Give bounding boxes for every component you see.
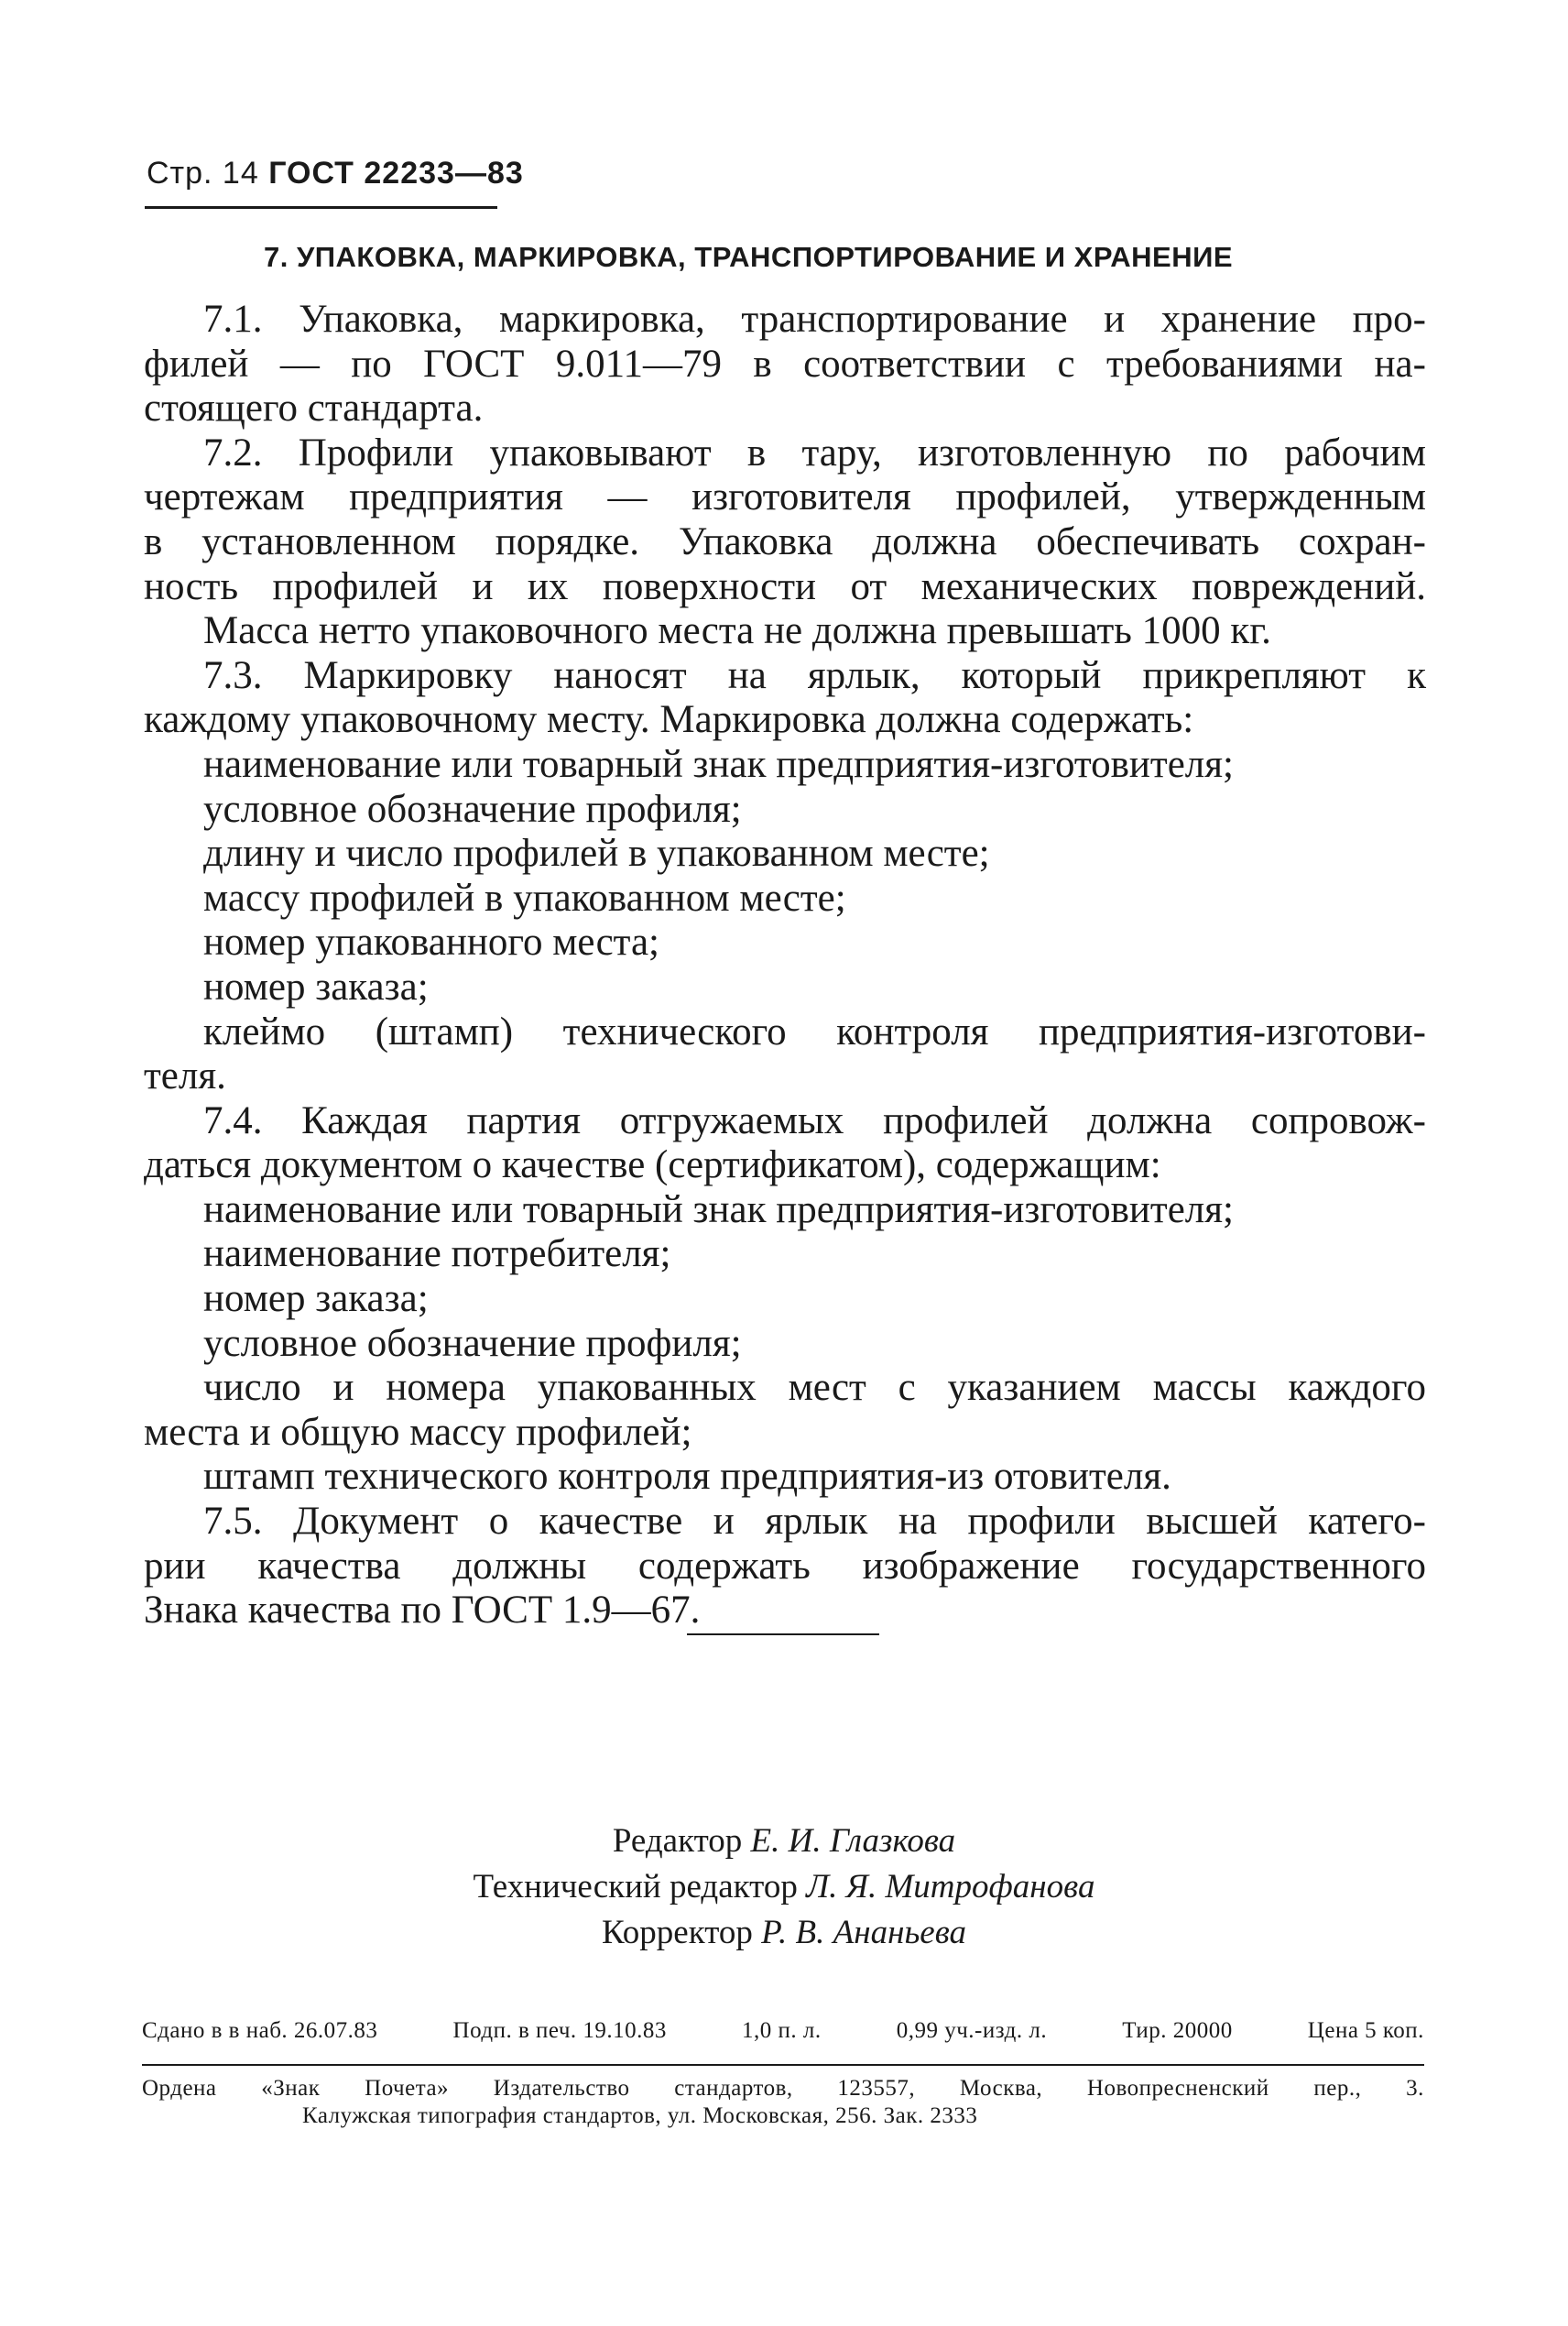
word: предприятия-изготови- [1039, 1010, 1426, 1054]
text-line: номер заказа; [203, 1277, 429, 1321]
word: их [527, 564, 569, 608]
word: который [961, 653, 1102, 697]
word: государственного [1131, 1544, 1426, 1588]
word: номера [386, 1366, 506, 1410]
credit-corrector [0, 1910, 1568, 1956]
text-line [144, 431, 1426, 476]
text-line: условное обозначение профиля; [203, 787, 742, 831]
word: транспортирование [741, 298, 1068, 341]
word: профилей [272, 564, 438, 608]
word: с [1057, 342, 1075, 386]
publisher-block [142, 2075, 1424, 2130]
word: 7.3. [203, 653, 263, 697]
word: — [607, 475, 648, 519]
imprint-signed: Подп. в печ. 19.10.83 [452, 2018, 667, 2043]
word: изготовителя [691, 475, 911, 519]
word: должна [872, 519, 997, 563]
word: поверхности [602, 564, 816, 608]
word: порядке. [495, 519, 640, 563]
text-line: наименование или товарный знак предприятия-изготовителя; [203, 1187, 1234, 1231]
word: рабочим [1284, 431, 1426, 475]
text-line: наименование потребителя; [203, 1232, 671, 1276]
word: клеймо [203, 1010, 326, 1054]
page-header [147, 156, 524, 191]
word: обеспечивать [1036, 519, 1260, 563]
word: механических [920, 564, 1158, 608]
text-line [144, 1500, 1426, 1545]
text-line: теля. [144, 1054, 226, 1098]
word: сопровож- [1250, 1098, 1426, 1142]
text-line: условное обозначение профиля; [203, 1321, 742, 1365]
word: на- [1374, 342, 1426, 386]
word: Ордена [142, 2076, 217, 2101]
word: Упаковка [678, 519, 833, 563]
imprint-submitted: Сдано в в наб. 26.07.83 [142, 2018, 378, 2043]
word: установленном [201, 519, 456, 563]
word: на [898, 1500, 937, 1544]
word: повреждений. [1192, 564, 1426, 608]
word: по [1207, 431, 1248, 475]
word: филей [144, 342, 249, 386]
text-line: наименование или товарный знак предприятия-изготовителя; [203, 742, 1234, 786]
imprint-print-run: Тир. 20000 [1122, 2018, 1233, 2043]
word: качества [257, 1544, 401, 1588]
imprint-pub-sheets: 0,99 уч.-изд. л. [896, 2018, 1048, 2043]
word: каждого [1288, 1366, 1426, 1410]
word: сохран- [1299, 519, 1426, 563]
word: чертежам [144, 475, 305, 519]
word: и [1104, 298, 1126, 341]
word: контроля [836, 1010, 989, 1054]
word: 7.5. [203, 1500, 263, 1544]
word: предприятия [349, 475, 563, 519]
word: качестве [539, 1500, 683, 1544]
word: должна [1087, 1098, 1213, 1142]
word: упакованных [537, 1366, 757, 1410]
word: «Знак [261, 2076, 321, 2101]
word: требованиями [1105, 342, 1344, 386]
word: с [898, 1366, 916, 1410]
text-line: номер заказа; [203, 965, 429, 1009]
word: ярлык, [807, 653, 920, 697]
word: прикрепляют [1142, 653, 1367, 697]
word: к [1407, 653, 1426, 697]
word: партия [466, 1098, 582, 1142]
word: Почета» [365, 2076, 450, 2101]
section-end-rule [687, 1633, 879, 1635]
word: технического [562, 1010, 787, 1054]
word: рии [144, 1544, 206, 1588]
word: в [144, 519, 163, 563]
word: отгружаемых [619, 1098, 844, 1142]
word: Москва, [959, 2076, 1043, 2101]
word: профилей, [955, 475, 1131, 519]
word: о [488, 1500, 509, 1544]
word: Издательство [493, 2076, 630, 2101]
word: в [753, 342, 772, 386]
word: 9.011—79 [555, 342, 722, 386]
word: и [472, 564, 494, 608]
word: 7.1. [203, 298, 263, 341]
imprint-line [142, 2018, 1424, 2044]
text-line: даться документом о качестве (сертификатом), содержащим: [144, 1143, 1161, 1187]
imprint-rule [142, 2064, 1424, 2066]
word: Каждая [301, 1098, 428, 1142]
body-text [144, 298, 1426, 1633]
word: Профили [298, 431, 454, 475]
word: 123557, [837, 2076, 916, 2101]
text-line [144, 1010, 1426, 1055]
word: по [351, 342, 392, 386]
word: профилей [883, 1098, 1049, 1142]
text-line [144, 1366, 1426, 1411]
word: Упаковка, [299, 298, 463, 341]
word: хранение [1160, 298, 1317, 341]
text-line: массу профилей в упакованном месте; [203, 876, 846, 920]
word: наносят [553, 653, 687, 697]
page-number: Стр. 14 [147, 156, 259, 191]
word: ГОСТ [423, 342, 525, 386]
standard-code: ГОСТ 22233—83 [268, 156, 524, 191]
credit-name: Р. В. Ананьева [761, 1914, 967, 1951]
text-line [144, 654, 1426, 699]
word: указанием [947, 1366, 1121, 1410]
credit-role: Технический редактор [473, 1868, 798, 1906]
word: число [203, 1366, 301, 1410]
word: должны [452, 1544, 587, 1588]
publisher-line [142, 2075, 1424, 2102]
text-line: длину и число профилей в упакованном месте; [203, 832, 990, 876]
text-line: места и общую массу профилей; [144, 1410, 692, 1454]
text-line [144, 343, 1426, 388]
text-line: штамп технического контроля предприятия-из отовителя. [203, 1455, 1171, 1499]
text-line [144, 1099, 1426, 1144]
text-line [144, 565, 1426, 610]
word: и [713, 1500, 735, 1544]
word: высшей [1146, 1500, 1278, 1544]
word: в [746, 431, 767, 475]
text-line [144, 1545, 1426, 1589]
word: тару, [801, 431, 882, 475]
word: ярлык [765, 1500, 868, 1544]
text-line: каждому упаковочному месту. Маркировка должна содержать: [144, 698, 1194, 742]
word: мест [788, 1366, 866, 1410]
credits-block [0, 1818, 1568, 1956]
word: про- [1352, 298, 1426, 341]
word: массы [1152, 1366, 1257, 1410]
word: катего- [1308, 1500, 1426, 1544]
credit-name: Е. И. Глазкова [750, 1822, 956, 1860]
word: содержать [637, 1544, 811, 1588]
word: на [727, 653, 767, 697]
section-title: 7. УПАКОВКА, МАРКИРОВКА, ТРАНСПОРТИРОВАНИЕ И ХРАНЕНИЕ [264, 241, 1234, 273]
imprint-sheets: 1,0 п. л. [742, 2018, 822, 2043]
text-line [144, 475, 1426, 520]
credit-name: Л. Я. Митрофанова [806, 1868, 1095, 1906]
text-line: номер упакованного места; [203, 921, 660, 965]
word: (штамп) [375, 1010, 514, 1054]
word: 7.2. [203, 431, 263, 475]
printer-line: Калужская типография стандартов, ул. Московская, 256. Зак. 2333 [302, 2103, 978, 2128]
word: Документ [293, 1500, 459, 1544]
text-line: Масса нетто упаковочного места не должна превышать 1000 кг. [203, 609, 1271, 653]
word: маркировка, [499, 298, 705, 341]
word: стандартов, [674, 2076, 793, 2101]
word: изготовленную [918, 431, 1172, 475]
credit-role: Корректор [601, 1914, 753, 1951]
word: упаковывают [489, 431, 712, 475]
text-line [144, 520, 1426, 565]
word: — [279, 342, 320, 386]
word: 7.4. [203, 1098, 263, 1142]
word: изображение [862, 1544, 1080, 1588]
text-line [144, 298, 1426, 343]
word: утвержденным [1175, 475, 1426, 519]
word: 3. [1406, 2076, 1424, 2101]
word: пер., [1313, 2076, 1362, 2101]
word: соответствии [803, 342, 1027, 386]
header-rule [145, 206, 497, 209]
word: Новопресненский [1086, 2076, 1269, 2101]
credit-editor [0, 1818, 1568, 1864]
word: и [332, 1366, 354, 1410]
imprint-price: Цена 5 коп. [1307, 2018, 1424, 2043]
credit-tech-editor [0, 1864, 1568, 1910]
word: от [850, 564, 887, 608]
word: Маркировку [303, 653, 513, 697]
text-line: Знака качества по ГОСТ 1.9—67. [144, 1589, 701, 1633]
word: ность [144, 564, 239, 608]
word: профили [967, 1500, 1116, 1544]
text-line: стоящего стандарта. [144, 387, 484, 431]
credit-role: Редактор [612, 1822, 743, 1860]
